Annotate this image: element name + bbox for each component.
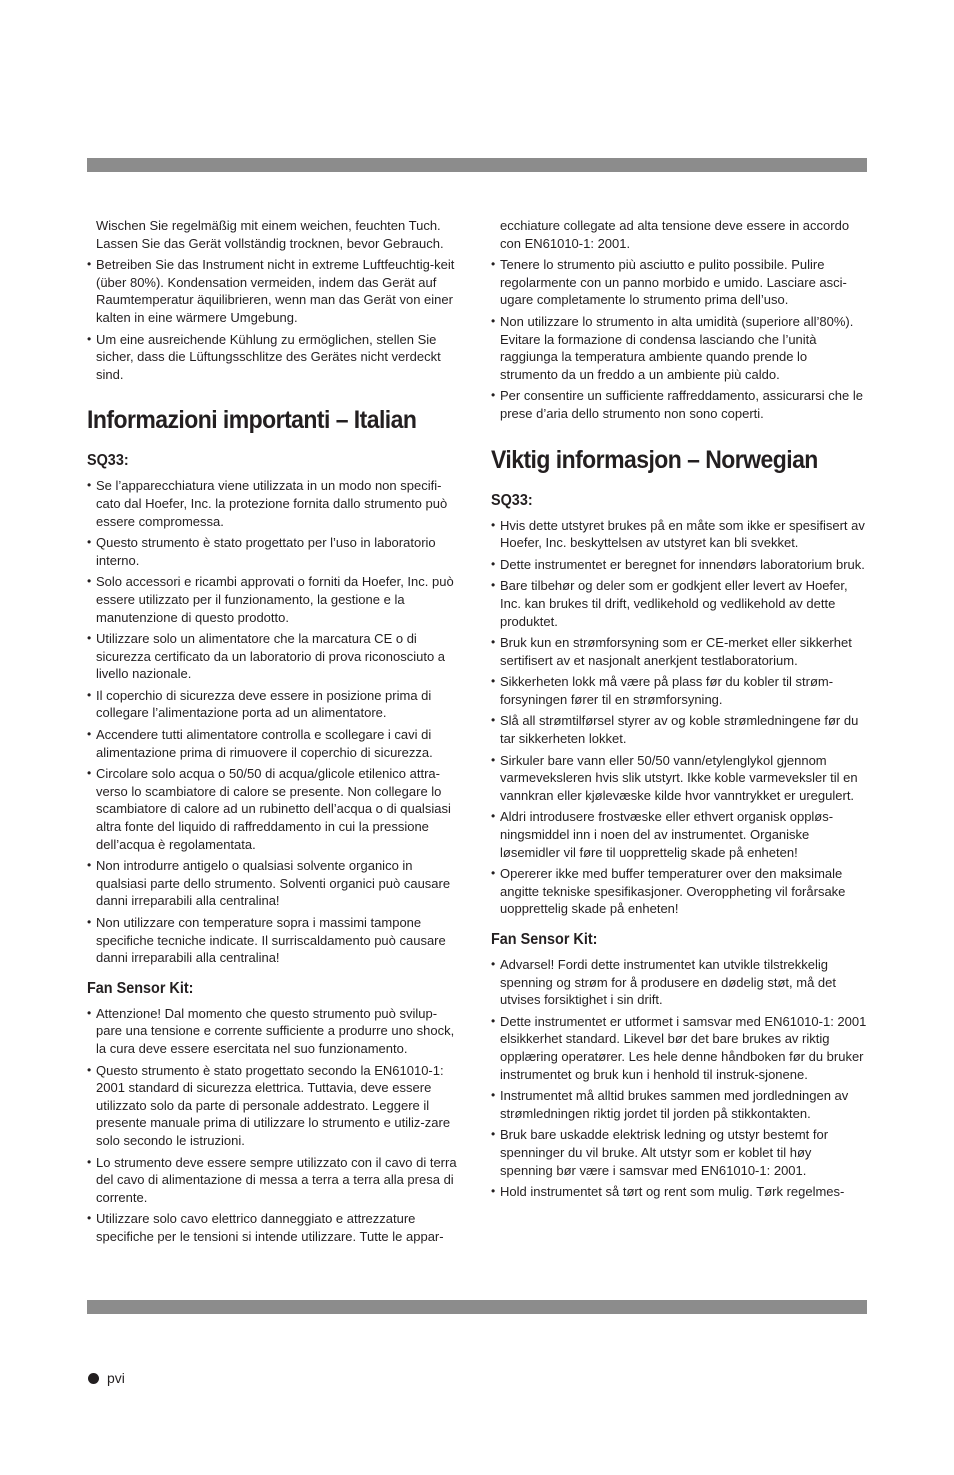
list-item: • Tenere lo strumento più asciutto e pulito possibile. Pulire regolarmente con un panno morbido e umido. Lasciare asci-ugare completamente lo strumento prima dell’uso. [491,256,867,309]
right-column [491,217,867,1205]
list-item: • Bruk bare uskadde elektrisk ledning og utstyr bestemt for spenninger du vil bruke. Alt utstyr som er koblet til høy spenning bør være i samsvar med EN61010-1: 2001. [491,1126,867,1179]
italian-fan-heading: Fan Sensor Kit: [87,979,194,997]
left-column [87,217,463,1250]
list-item: • Dette instrumentet er utformet i samsvar med EN61010-1: 2001 elsikkerhet standard. Likevel bør det bare brukes av riktig opplæring operatører. Les hele denne håndboken før du bruker instrumentet og bruk kun i henhold til instruk-sjonene. [491,1013,867,1083]
italian-sq33-heading: SQ33: [87,452,129,470]
list-item: • Questo strumento è stato progettato per l’uso in laboratorio interno. [87,534,463,569]
page-footer [88,1370,125,1386]
list-item: • Bare tilbehør og deler som er godkjent eller levert av Hoefer, Inc. kan brukes til drift, vedlikehold og vedlikehold av dette produktet. [491,577,867,630]
norwegian-fan-list [491,956,867,1201]
italian-section-title: Informazioni importanti – Italian [87,406,417,435]
list-item: • Lo strumento deve essere sempre utilizzato con il cavo di terra del cavo di alimentazione di messa a terra a terra alla presa di corrente. [87,1154,463,1207]
list-item: • Opererer ikke med buffer temperaturer over den maksimale angitte tekniske spesifikasjoner. Overoppheting vil forårsake uopprettelig skade på enheten! [491,865,867,918]
list-item: • Attenzione! Dal momento che questo strumento può svilup-pare una tensione e corrente sufficiente a produrre uno shock, la cura deve essere esercitata nel suo funzionamento. [87,1005,463,1058]
list-item: • Betreiben Sie das Instrument nicht in extreme Luftfeuchtig-keit (über 80%). Kondensation vermeiden, indem das Gerät auf Raumtemperatur äquilibrieren, wenn man das Gerät von einer kalten in eine wärmere Umgebung. [87,256,463,326]
list-item: • Utilizzare solo un alimentatore che la marcatura CE o di sicurezza certificato da un laboratorio di prova riconosciuto a livello nazionale. [87,630,463,683]
list-item: • Hvis dette utstyret brukes på en måte som ikke er spesifisert av Hoefer, Inc. beskyttelsen av utstyret kan bli svekket. [491,517,867,552]
list-item: • Instrumentet må alltid brukes sammen med jordledningen av strømledningen riktig jordet til jorden på stikkontakten. [491,1087,867,1122]
list-item: • Il coperchio di sicurezza deve essere in posizione prima di collegare l’alimentazione porta ad un alimentatore. [87,687,463,722]
list-item: • Non utilizzare con temperature sopra i massimi tampone specifiche tecniche indicate. Il surriscaldamento può causare danni irreparabili alla centralina! [87,914,463,967]
list-item: • Non utilizzare lo strumento in alta umidità (superiore all’80%). Evitare la formazione di condensa lasciando che l’unità raggiunga la temperatura ambiente quando prende lo strumento da un freddo a un ambiente più caldo. [491,313,867,383]
norwegian-sq33-heading: SQ33: [491,491,533,509]
italian-sq33-list [87,477,463,966]
italian-fan-list [87,1005,463,1246]
list-item: • Slå all strømtilførsel styrer av og koble strømledningene før du tar sikkerheten lokket. [491,712,867,747]
norwegian-sq33-list [491,517,867,918]
list-item: • Sirkuler bare vann eller 50/50 vann/etylenglykol gjennom varmeveksleren hvis slik utstyrt. Ikke koble varmeveksler til en vannkran eller kjølevæske kilde hvor vanntrykket er uregulert. [491,752,867,805]
list-item: • Non introdurre antigelo o qualsiasi solvente organico in qualsiasi parte dello strumento. Solventi organici può causare danni irreparabili alla centralina! [87,857,463,910]
list-item: • Se l’apparecchiatura viene utilizzata in un modo non specifi-cato dal Hoefer, Inc. la protezione fornita dallo strumento può essere compromessa. [87,477,463,530]
list-item: • Circolare solo acqua o 50/50 di acqua/glicole etilenico attra-verso lo scambiatore di calore se presente. Non collegare lo scambiatore di calore ad un rubinetto dell’acqua o di qualsiasi altra fonte del liquido di raffreddamento in cui la pressione dell’acqua è regolamentata. [87,765,463,853]
continued-paragraph: Wischen Sie regelmäßig mit einem weichen, feuchten Tuch. Lassen Sie das Gerät vollständig trocknen, bevor Gebrauch. [96,218,444,251]
list-item: • Sikkerheten lokk må være på plass før du kobler til strøm-forsyningen fører til en strømforsyning. [491,673,867,708]
list-item: • Bruk kun en strømforsyning som er CE-merket eller sikkerhet sertifisert av et nasjonalt anerkjent testlaboratorium. [491,634,867,669]
list-item: • Aldri introdusere frostvæske eller ethvert organisk oppløs-ningsmiddel inn i noen del av instrumentet. Organiske løsemidler vil føre til uopprettelig skade på enheten! [491,808,867,861]
german-bullet-list [87,256,463,383]
list-item: • Questo strumento è stato progettato secondo la EN61010-1: 2001 standard di sicurezza elettrica. Tuttavia, deve essere utilizzato solo da parte di personale addestrato. Leggere il presente manuale prima di utilizzare lo strumento e utiliz-zare solo secondo le istruzioni. [87,1062,463,1150]
bottom-rule [87,1300,867,1314]
list-item: • Accendere tutti alimentatore controlla e scollegare i cavi di alimentazione prima di rimuovere il coperchio di sicurezza. [87,726,463,761]
continued-paragraph-right: ecchiature collegate ad alta tensione deve essere in accordo con EN61010-1: 2001. [500,218,850,251]
list-item: • Per consentire un sufficiente raffreddamento, assicurarsi che le prese d’aria dello strumento non sono coperti. [491,387,867,422]
list-item: • Dette instrumentet er beregnet for innendørs laboratorium bruk. [491,556,867,574]
top-rule [87,158,867,172]
list-item: • Utilizzare solo cavo elettrico danneggiato e attrezzature specifiche per le tensioni si intende utilizzare. Tutte le appar- [87,1210,463,1245]
italian-bullet-list-cont [491,256,867,422]
norwegian-section-title: Viktig informasjon – Norwegian [491,445,818,474]
list-item: • Um eine ausreichende Kühlung zu ermöglichen, stellen Sie sicher, dass die Lüftungsschlitze des Gerätes nicht verdeckt sind. [87,331,463,384]
list-item: • Hold instrumentet så tørt og rent som mulig. Tørk regelmes- [491,1183,867,1201]
norwegian-fan-heading: Fan Sensor Kit: [491,931,598,948]
page-number: pvi [107,1370,125,1386]
bullet-dot-icon [88,1373,99,1384]
list-item: • Advarsel! Fordi dette instrumentet kan utvikle tilstrekkelig spenning og strøm for å produsere en dødelig støt, må det utvises forsiktighet i sin drift. [491,956,867,1009]
list-item: • Solo accessori e ricambi approvati o forniti da Hoefer, Inc. può essere utilizzato per il funzionamento, la gestione e la manutenzione di questo prodotto. [87,573,463,626]
